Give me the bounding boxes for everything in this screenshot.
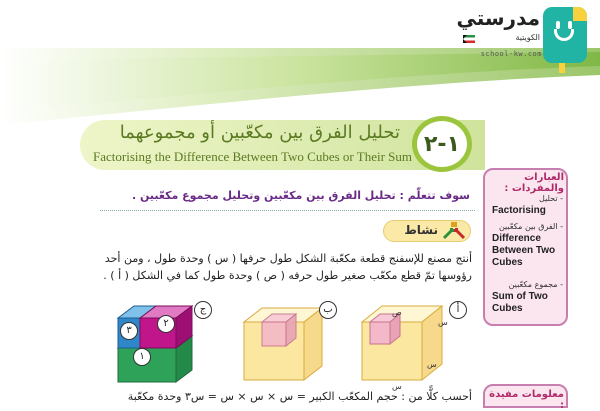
term-arabic: - تحليل [539, 194, 563, 203]
dim-label-y: ص [392, 308, 402, 317]
volume-instruction: أحسب كلًّا من : حجم المكعّب الكبير = س × س × س = س٣ وحدة مكعّبة [127, 390, 472, 403]
term-arabic: - الفرق بين مكعّبين [498, 222, 563, 231]
dim-label-x: س [392, 382, 402, 391]
vocabulary-heading: العبارات والمفردات : [504, 172, 564, 194]
site-url[interactable]: school-kw.com [480, 50, 542, 58]
term-english: Sum of Two Cubes [492, 291, 548, 314]
info-heading: معلومات مفيدة : [489, 389, 564, 411]
school-logo-icon[interactable] [543, 7, 587, 63]
logo-smile-icon [554, 29, 574, 41]
logo-eye-left-icon [556, 21, 560, 29]
lesson-title-english: Factorising the Difference Between Two Cubes or Their Sum [93, 149, 412, 164]
lesson-title-arabic: تحليل الفرق بين مكعّبين أو مجموعهما [119, 122, 400, 143]
lesson-number-badge [412, 116, 472, 172]
brand-subtitle: الكويتية [515, 33, 540, 42]
activity-paragraph: أنتج مصنع للإسفنج قطعة مكعّبة الشكل طول حرفها ( س ) وحدة طول ، ومن أحد رؤوسها تمّ قطع مكعّب صغير طول حرفه ( ص ) وحدة طول كما في الشكل ( أ ) . [103, 252, 472, 282]
lesson-number: ١-٢ [423, 131, 460, 157]
block-number-2: ٢ [157, 315, 175, 333]
dim-label-x: س [438, 318, 448, 327]
activity-label: نشاط [404, 223, 438, 237]
figure-a-label: أ [449, 301, 467, 319]
block-number-1: ١ [133, 348, 151, 366]
term-english: Factorising [492, 205, 546, 216]
learning-objective: سوف تتعلّم : تحليل الفرق بين مكعّبين وتحليل مجموع مكعّبين . [132, 189, 470, 202]
logo-tail-icon [559, 63, 565, 73]
divider [100, 210, 475, 211]
dim-label-x: س [427, 360, 437, 369]
brand-name[interactable]: مدرستي [456, 6, 540, 30]
term-english: Difference Between Two Cubes [492, 233, 556, 268]
puzzle-arrows-icon [441, 221, 467, 241]
figure-b-label: ب [319, 301, 337, 319]
term-arabic: - مجموع مكعّبين [508, 280, 563, 289]
figure-c-label: ج [194, 301, 212, 319]
logo-eye-right-icon [568, 21, 572, 29]
block-number-3: ٣ [120, 322, 138, 340]
